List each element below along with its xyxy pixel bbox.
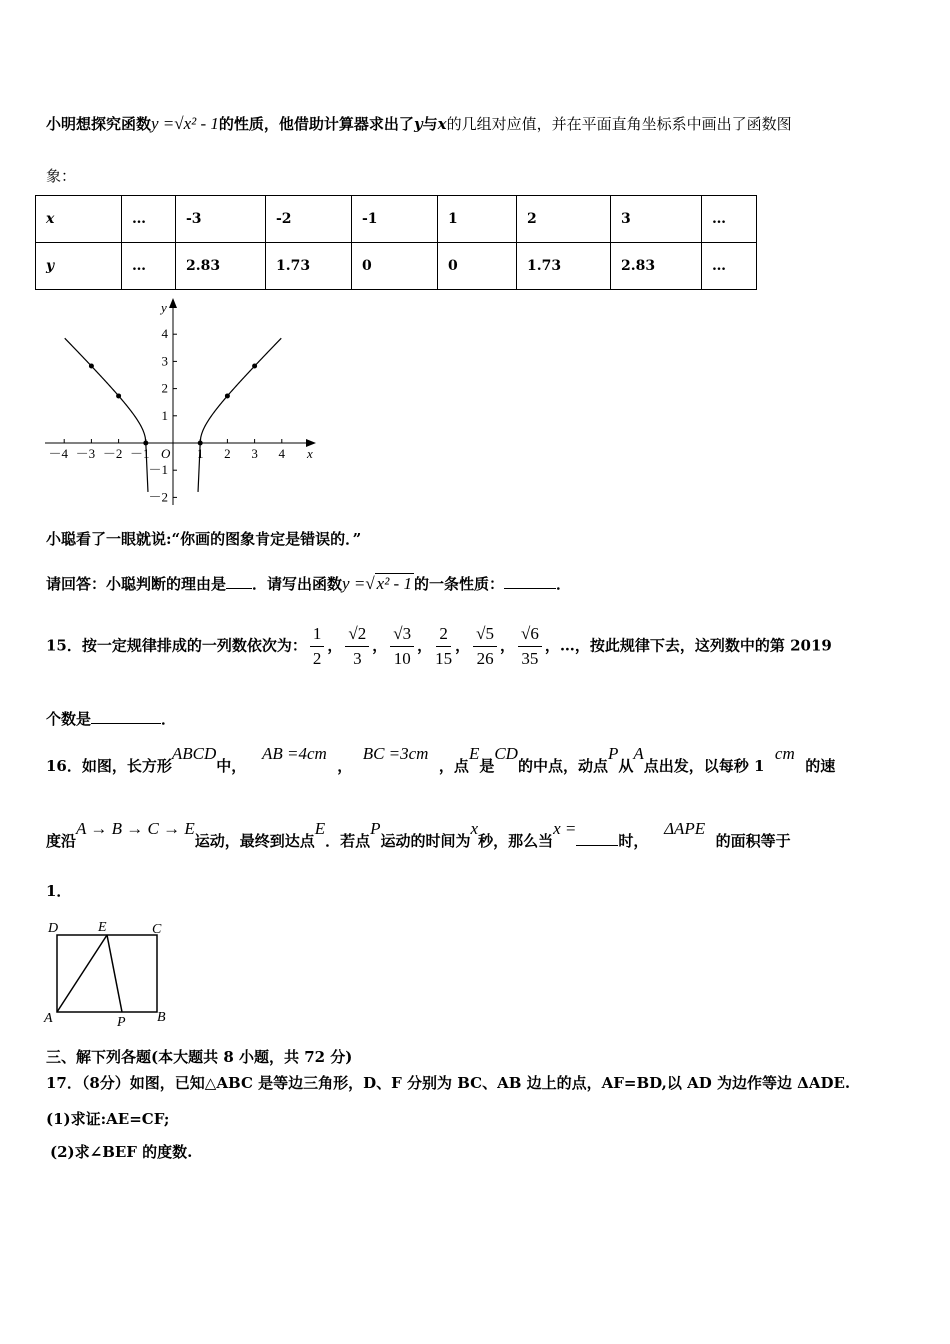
text: ．若点 bbox=[325, 832, 371, 850]
numerator: 1 bbox=[310, 622, 325, 647]
q14-intro-cont: 象： bbox=[46, 167, 77, 185]
text: 秒，那么当 bbox=[478, 832, 554, 850]
x-tick-label: －3 bbox=[75, 446, 96, 461]
math: BC =3cm bbox=[362, 744, 429, 763]
numerator: √5 bbox=[473, 622, 497, 647]
table-cell: … bbox=[122, 196, 176, 243]
table-cell: -1 bbox=[352, 196, 438, 243]
q17-part1: (1)求证:AE=CF; bbox=[46, 1110, 170, 1128]
math: ABCD bbox=[171, 744, 217, 763]
math: P bbox=[370, 819, 381, 838]
data-point bbox=[89, 364, 94, 369]
text: ． bbox=[555, 575, 571, 593]
right-curve bbox=[198, 338, 281, 492]
q17-part2: (2)求∠BEF 的度数. bbox=[50, 1143, 193, 1161]
answer-blank[interactable] bbox=[576, 831, 618, 846]
text: ，点 bbox=[438, 757, 469, 775]
x-tick-label: －4 bbox=[48, 446, 68, 461]
text: 的中点，动点 bbox=[517, 757, 608, 775]
x-tick-label: 2 bbox=[224, 446, 231, 461]
q14-question bbox=[46, 573, 571, 594]
denominator: 15 bbox=[435, 649, 453, 668]
text: 15．按一定规律排成的一列数依次为： bbox=[46, 636, 307, 655]
math: E bbox=[314, 819, 326, 838]
separator: ， bbox=[327, 636, 343, 655]
segment-ep bbox=[107, 935, 122, 1012]
function-graph bbox=[0, 0, 950, 520]
fraction bbox=[310, 622, 325, 671]
q15-line bbox=[46, 622, 832, 671]
segment-ae bbox=[57, 935, 107, 1012]
text: 个数是 bbox=[46, 710, 92, 728]
q14-remark: 小聪看了一眼就说:“你画的图象肯定是错误的．” bbox=[46, 530, 362, 548]
text: 的面积等于 bbox=[715, 832, 791, 850]
denominator: 26 bbox=[476, 649, 494, 668]
text: 小明想探究函数 bbox=[46, 115, 152, 133]
q15-line2 bbox=[46, 708, 176, 729]
numerator: 2 bbox=[436, 622, 451, 647]
formula-root: x² - 1 bbox=[376, 574, 412, 593]
x-tick-label: －1 bbox=[130, 446, 150, 461]
table-cell: 2.83 bbox=[176, 243, 266, 290]
table-cell: 1 bbox=[438, 196, 517, 243]
text: 的速 bbox=[805, 757, 836, 775]
text: ．请写出函数 bbox=[252, 575, 343, 593]
numerator: √2 bbox=[345, 622, 369, 647]
label-p: P bbox=[117, 1015, 126, 1030]
x-tick-label: －2 bbox=[102, 446, 123, 461]
y-tick-label: 2 bbox=[161, 380, 168, 396]
text: 16．如图，长方形 bbox=[46, 757, 172, 775]
var-x: x bbox=[437, 115, 447, 133]
separator: ， bbox=[417, 636, 433, 655]
separator: ， bbox=[455, 636, 471, 655]
label-d: D bbox=[48, 921, 59, 936]
text: 请回答：小聪判断的理由是 bbox=[46, 575, 227, 593]
formula-lhs: y = bbox=[342, 574, 366, 593]
text: 是 bbox=[479, 757, 495, 775]
text: 时， bbox=[618, 832, 649, 850]
table-cell: -3 bbox=[176, 196, 266, 243]
table-cell: 1.73 bbox=[266, 243, 352, 290]
text: 中， bbox=[216, 757, 247, 775]
text: 从 bbox=[618, 757, 634, 775]
math: E bbox=[468, 744, 480, 763]
answer-blank[interactable] bbox=[91, 709, 161, 724]
text: ， bbox=[337, 757, 353, 775]
table-cell: 0 bbox=[438, 243, 517, 290]
rectangle-abcd bbox=[57, 935, 157, 1012]
table-cell: … bbox=[702, 196, 757, 243]
math: A → B → C → E bbox=[76, 819, 195, 838]
text: 的几组对应值，并在平面直角坐标系中画出了函数图 bbox=[446, 115, 792, 133]
y-tick-label: 4 bbox=[161, 326, 168, 342]
label-a: A bbox=[44, 1011, 53, 1026]
y-tick-label: 3 bbox=[161, 353, 168, 369]
table-cell: -2 bbox=[266, 196, 352, 243]
x-tick-label: 1 bbox=[196, 446, 204, 461]
row-header: y bbox=[36, 243, 122, 290]
left-curve bbox=[65, 338, 148, 492]
label-b: B bbox=[157, 1010, 166, 1025]
numerator: √3 bbox=[390, 622, 414, 647]
answer-blank[interactable] bbox=[504, 574, 556, 589]
numerator: √6 bbox=[518, 622, 542, 647]
function-formula: y =√x² - 1 bbox=[151, 114, 219, 133]
y-axis-arrow bbox=[169, 298, 177, 308]
fraction bbox=[473, 622, 497, 671]
y-tick-label: －1 bbox=[148, 462, 168, 478]
text: 运动的时间为 bbox=[380, 832, 471, 850]
math: P bbox=[607, 744, 619, 763]
q16-line1 bbox=[46, 744, 836, 776]
answer-blank[interactable] bbox=[226, 574, 252, 589]
q17-text: 17．（8分）如图，已知△ABC 是等边三角形，D、F 分别为 BC、AB 边上的点，AF=BD,以 AD 为边作等边 ΔADE. bbox=[46, 1074, 851, 1092]
fraction bbox=[518, 622, 542, 671]
table-cell: … bbox=[702, 243, 757, 290]
denominator: 10 bbox=[393, 649, 411, 668]
math: x = bbox=[553, 819, 577, 838]
q16-line3: 1． bbox=[46, 882, 72, 900]
section-title: 三、解下列各题(本大题共 8 小题，共 72 分) bbox=[46, 1048, 353, 1066]
math: CD bbox=[494, 744, 518, 763]
table-cell: 2 bbox=[517, 196, 611, 243]
table-cell: 3 bbox=[611, 196, 702, 243]
function-formula: y =√ x² - 1 bbox=[342, 574, 412, 593]
text: ． bbox=[161, 710, 177, 728]
data-point bbox=[252, 364, 257, 369]
y-tick-label: －2 bbox=[148, 489, 168, 505]
data-point bbox=[225, 393, 230, 398]
separator: ， bbox=[372, 636, 388, 655]
label-e: E bbox=[98, 920, 107, 935]
y-axis-label: y bbox=[161, 300, 167, 315]
table-cell: 1.73 bbox=[517, 243, 611, 290]
table-cell: 0 bbox=[352, 243, 438, 290]
text: 度沿 bbox=[46, 832, 77, 850]
row-header: x bbox=[36, 196, 122, 243]
text: 运动，最终到达点 bbox=[194, 832, 315, 850]
label-c: C bbox=[152, 922, 162, 937]
text: 点出发，以每秒 1 bbox=[643, 757, 765, 775]
x-tick-label: 4 bbox=[278, 446, 286, 461]
separator: ， bbox=[499, 636, 515, 655]
rectangle-figure bbox=[40, 915, 180, 1030]
table-cell: … bbox=[122, 243, 176, 290]
x-axis-label: x bbox=[307, 446, 313, 461]
math: ΔAPE bbox=[664, 819, 706, 838]
data-point bbox=[198, 441, 203, 446]
y-tick-label: 1 bbox=[161, 407, 168, 423]
x-tick-label: 3 bbox=[251, 446, 258, 461]
data-point bbox=[116, 393, 121, 398]
text: ，…，按此规律下去，这列数中的第 2019 bbox=[544, 636, 832, 655]
var-y: y bbox=[413, 115, 423, 133]
denominator: 35 bbox=[521, 649, 539, 668]
origin-label: O bbox=[161, 446, 171, 461]
math: cm bbox=[774, 744, 795, 763]
denominator: 3 bbox=[353, 649, 362, 668]
math: A bbox=[633, 744, 644, 763]
table-cell: 2.83 bbox=[611, 243, 702, 290]
data-point bbox=[143, 441, 148, 446]
q16-line2 bbox=[46, 819, 791, 851]
text: 的性质，他借助计算器求出了 bbox=[218, 115, 414, 133]
denominator: 2 bbox=[312, 649, 322, 668]
fraction bbox=[345, 622, 369, 671]
fraction bbox=[390, 622, 414, 671]
text: 与 bbox=[422, 115, 438, 133]
fraction bbox=[435, 622, 452, 671]
text: 的一条性质： bbox=[413, 575, 504, 593]
math: x bbox=[470, 819, 479, 838]
math: AB =4cm bbox=[261, 744, 327, 763]
